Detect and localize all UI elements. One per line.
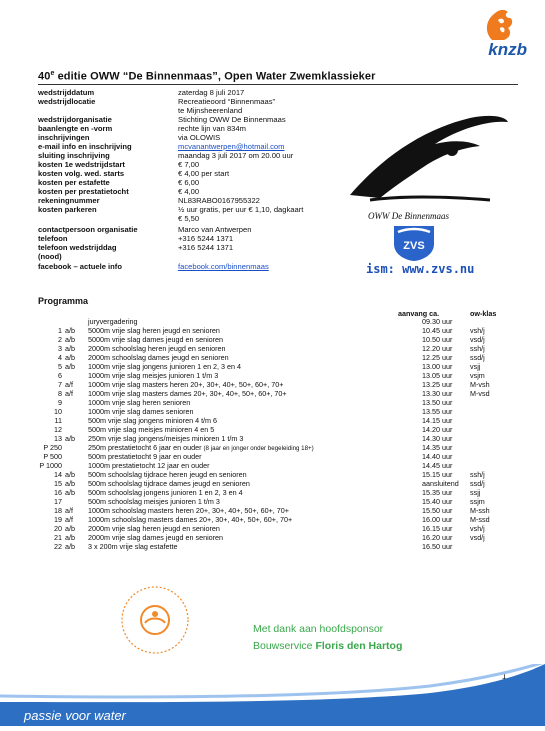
table-row: P 1000 1000m prestatietocht 12 jaar en ouder 14.45 uur — [39, 461, 453, 470]
programma-title: Programma — [38, 296, 89, 306]
lion-icon — [470, 6, 530, 42]
zwemklassieker-stamp-logo — [118, 583, 192, 657]
table-row: P 250 250m prestatietocht 6 jaar en ouder (8 jaar en jonger onder begeleiding 18+) 14.35 uur — [43, 443, 453, 452]
table-row: 13 a/b 250m vrije slag jongens/meisjes minioren 1 t/m 3 14.30 uur — [54, 434, 453, 443]
page-number: 1 — [502, 672, 507, 681]
table-row: 14 a/b 500m schoolslag tijdrace heren jeugd en senioren 15.15 uur ssh/j — [54, 470, 485, 479]
table-row: 5 a/b 1000m vrije slag jongens junioren 1 en 2, 3 en 4 13.00 uur vsjj — [58, 362, 481, 371]
table-row: 20 a/b 2000m vrije slag heren jeugd en senioren 16.15 uur vsh/j — [54, 524, 485, 533]
oww-logo — [340, 100, 510, 210]
footer-slogan: passie voor water — [24, 708, 126, 723]
email-link[interactable]: mcvanantwerpen@hotmail.com — [178, 142, 285, 151]
table-row: 17 500m schoolslag meisjes junioren 1 t/m 3 15.40 uur ssjm — [54, 497, 485, 506]
table-row: 3 a/b 2000m schoolslag heren jeugd en senioren 12.20 uur ssh/j — [58, 344, 485, 353]
table-row: 6 1000m vrije slag meisjes junioren 1 t/m 3 13.05 uur vsjm — [58, 371, 485, 380]
swimmer-icon — [340, 100, 510, 210]
stamp-icon — [118, 583, 192, 657]
table-row: 15 a/b 500m schoolslag tijdrace dames jeugd en senioren aansluitend ssd/j — [54, 479, 485, 488]
table-row: 21 a/b 2000m vrije slag dames jeugd en senioren 16.20 uur vsd/j — [54, 533, 485, 542]
col-header-time: aanvang ca. — [398, 309, 440, 318]
zvs-logo-text: ZVS — [403, 240, 425, 252]
table-row: 16 a/b 500m schoolslag jongens junioren 1 en 2, 3 en 4 15.35 uur ssjj — [54, 488, 481, 497]
table-row: 9 1000m vrije slag heren senioren 13.50 uur — [58, 398, 453, 407]
zvs-logo — [390, 222, 438, 262]
table-row: 11 500m vrije slag jongens minioren 4 t/m 6 14.15 uur — [54, 416, 453, 425]
ism-website[interactable]: ism: www.zvs.nu — [366, 262, 475, 276]
table-row: 19 a/f 1000m schoolslag masters dames 20+, 30+, 40+, 50+, 60+, 70+ 16.00 uur M-ssd — [54, 515, 490, 524]
sponsor-name: Bouwservice Floris den Hartog — [253, 640, 403, 652]
oww-logo-label: OWW De Binnenmaas — [368, 211, 449, 221]
table-row: 10 1000m vrije slag dames senioren 13.55 uur — [54, 407, 453, 416]
col-header-klas: ow-klas — [470, 309, 497, 318]
title-divider — [38, 84, 518, 85]
sponsor-thanks: Met dank aan hoofdsponsor — [253, 623, 384, 635]
knzb-logo-text: knzb — [488, 40, 527, 59]
table-row: 12 500m vrije slag meisjes minioren 4 en 5 14.20 uur — [54, 425, 453, 434]
table-row: 1 a/b 5000m vrije slag heren jeugd en senioren 10.45 uur vsh/j — [58, 326, 485, 335]
page-title: 40e editie OWW “De Binnenmaas”, Open Water Zwemklassieker — [38, 70, 376, 83]
facebook-link[interactable]: facebook.com/binnenmaas — [178, 262, 269, 271]
table-row: 2 a/b 5000m vrije slag dames jeugd en senioren 10.50 uur vsd/j — [58, 335, 485, 344]
table-row: 22 a/b 3 x 200m vrije slag estafette 16.50 uur — [54, 542, 453, 551]
table-row: 18 a/f 1000m schoolslag masters heren 20+, 30+, 40+, 50+, 60+, 70+ 15.50 uur M-ssh — [54, 506, 490, 515]
table-row: P 500 500m prestatietocht 9 jaar en ouder 14.40 uur — [43, 452, 453, 461]
table-row: 4 a/b 2000m schoolslag dames jeugd en senioren 12.25 uur ssd/j — [58, 353, 485, 362]
table-row: juryvergadering 09.30 uur — [88, 317, 453, 326]
table-row: 8 a/f 1000m vrije slag masters dames 20+, 30+, 40+, 50+, 60+, 70+ 13.30 uur M-vsd — [58, 389, 490, 398]
table-row: 7 a/f 1000m vrije slag masters heren 20+, 30+, 40+, 50+, 60+, 70+ 13.25 uur M-vsh — [58, 380, 490, 389]
